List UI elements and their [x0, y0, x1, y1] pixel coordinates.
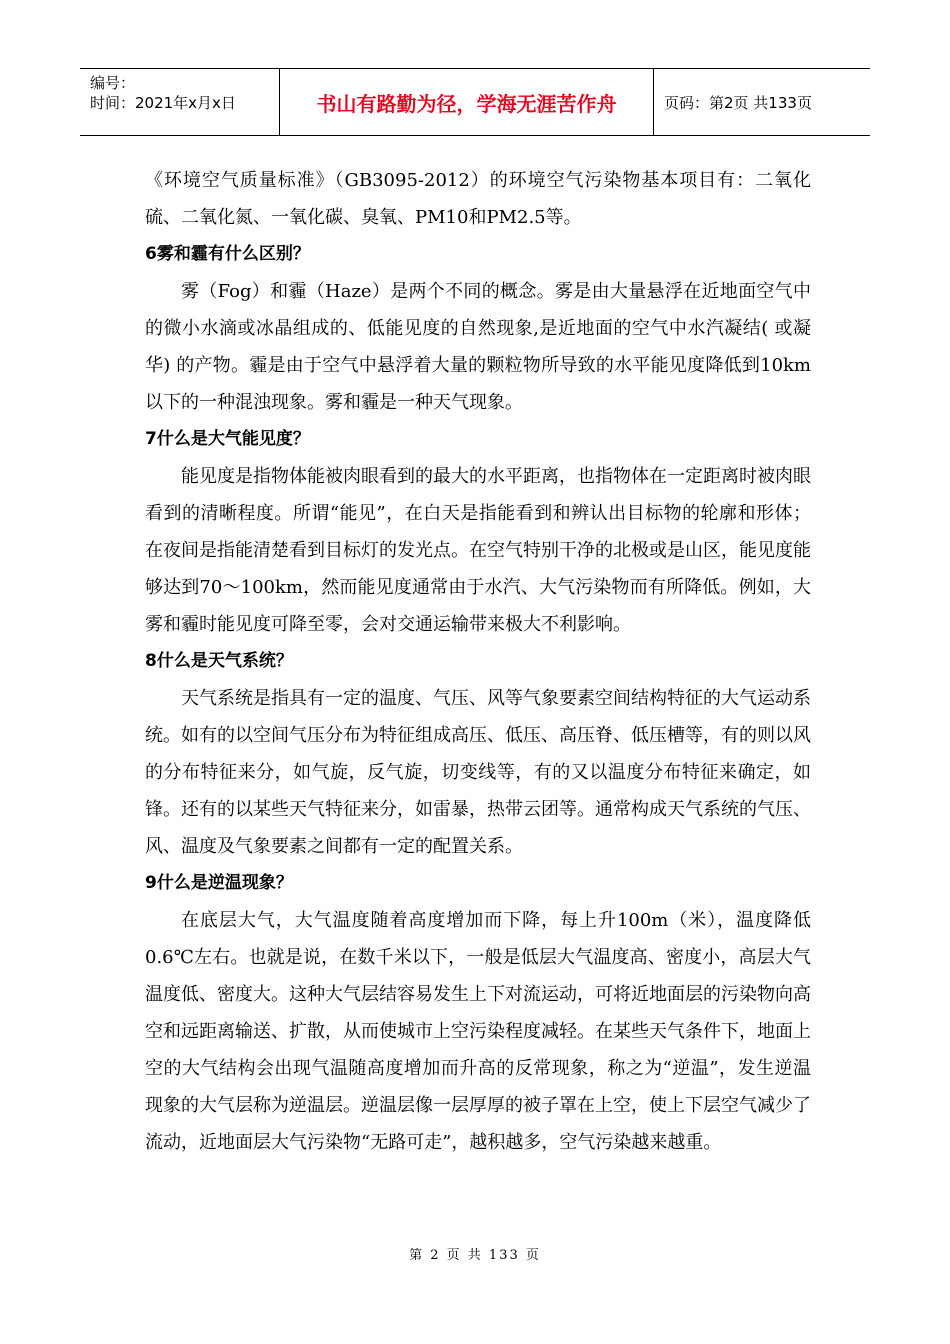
page-footer: 第 2 页 共 133 页	[409, 1248, 541, 1263]
paragraph-q6: 雾（Fog）和霾（Haze）是两个不同的概念。雾是由大量悬浮在近地面空气中的微小水滴或冰晶组成的、低能见度的自然现象,是近地面的空气中水汽凝结( 或凝华) 的产物。霾是由于空气中悬浮着大量的颗粒物所导致的水平能见度降低到10km以下的一种混浊现象。雾和霾是一种天气现象。	[145, 281, 811, 413]
number-label: 编号：	[90, 74, 136, 92]
paragraph-q8: 天气系统是指具有一定的温度、气压、风等气象要素空间结构特征的大气运动系统。如有的以空间气压分布为特征组成高压、低压、高压脊、低压槽等，有的则以风的分布特征来分，如气旋，反气旋，切变线等，有的又以温度分布特征来确定，如锋。还有的以某些天气特征来分，如雷暴，热带云团等。通常构成天气系统的气压、风、温度及气象要素之间都有一定的配置关系。	[145, 688, 811, 857]
header-motto: 书山有路勤为径，学海无涯苦作舟	[280, 69, 654, 135]
paragraph-q9: 在底层大气，大气温度随着高度增加而下降，每上升100m（米），温度降低0.6℃左右。也就是说，在数千米以下，一般是低层大气温度高、密度小，高层大气温度低、密度大。这种大气层结容易发生上下对流运动，可将近地面层的污染物向高空和远距离输送、扩散，从而使城市上空污染程度减轻。在某些天气条件下，地面上空的大气结构会出现气温随高度增加而升高的反常现象，称之为“逆温”，发生逆温现象的大气层称为逆温层。逆温层像一层厚厚的被子罩在上空，使上下层空气减少了流动，近地面层大气污染物“无路可走”，越积越多，空气污染越来越重。	[145, 910, 811, 1153]
section-heading-q7: 7什么是大气能见度？	[145, 429, 310, 449]
intro-paragraph: 《环境空气质量标准》（GB3095-2012）的环境空气污染物基本项目有：二氧化硫、二氧化氮、一氧化碳、臭氧、PM10和PM2.5等。	[145, 170, 811, 228]
section-heading-q8: 8什么是天气系统？	[145, 651, 293, 671]
paragraph-q7: 能见度是指物体能被肉眼看到的最大的水平距离，也指物体在一定距离时被肉眼看到的清晰程度。所谓“能见”，在白天是指能看到和辨认出目标物的轮廓和形体；在夜间是指能清楚看到目标灯的发光点。在空气特别干净的北极或是山区，能见度能够达到70～100km，然而能见度通常由于水汽、大气污染物而有所降低。例如，大雾和霾时能见度可降至零，会对交通运输带来极大不利影响。	[145, 466, 811, 635]
document-body	[145, 162, 811, 1161]
section-heading-q9: 9什么是逆温现象？	[145, 873, 293, 893]
header-meta	[80, 69, 280, 135]
section-heading-q6: 6雾和霾有什么区别？	[145, 244, 310, 264]
date-label: 时间：2021年x月x日	[90, 94, 236, 112]
page-header	[80, 68, 870, 136]
header-page-info: 页码：第2页 共133页	[664, 93, 812, 112]
